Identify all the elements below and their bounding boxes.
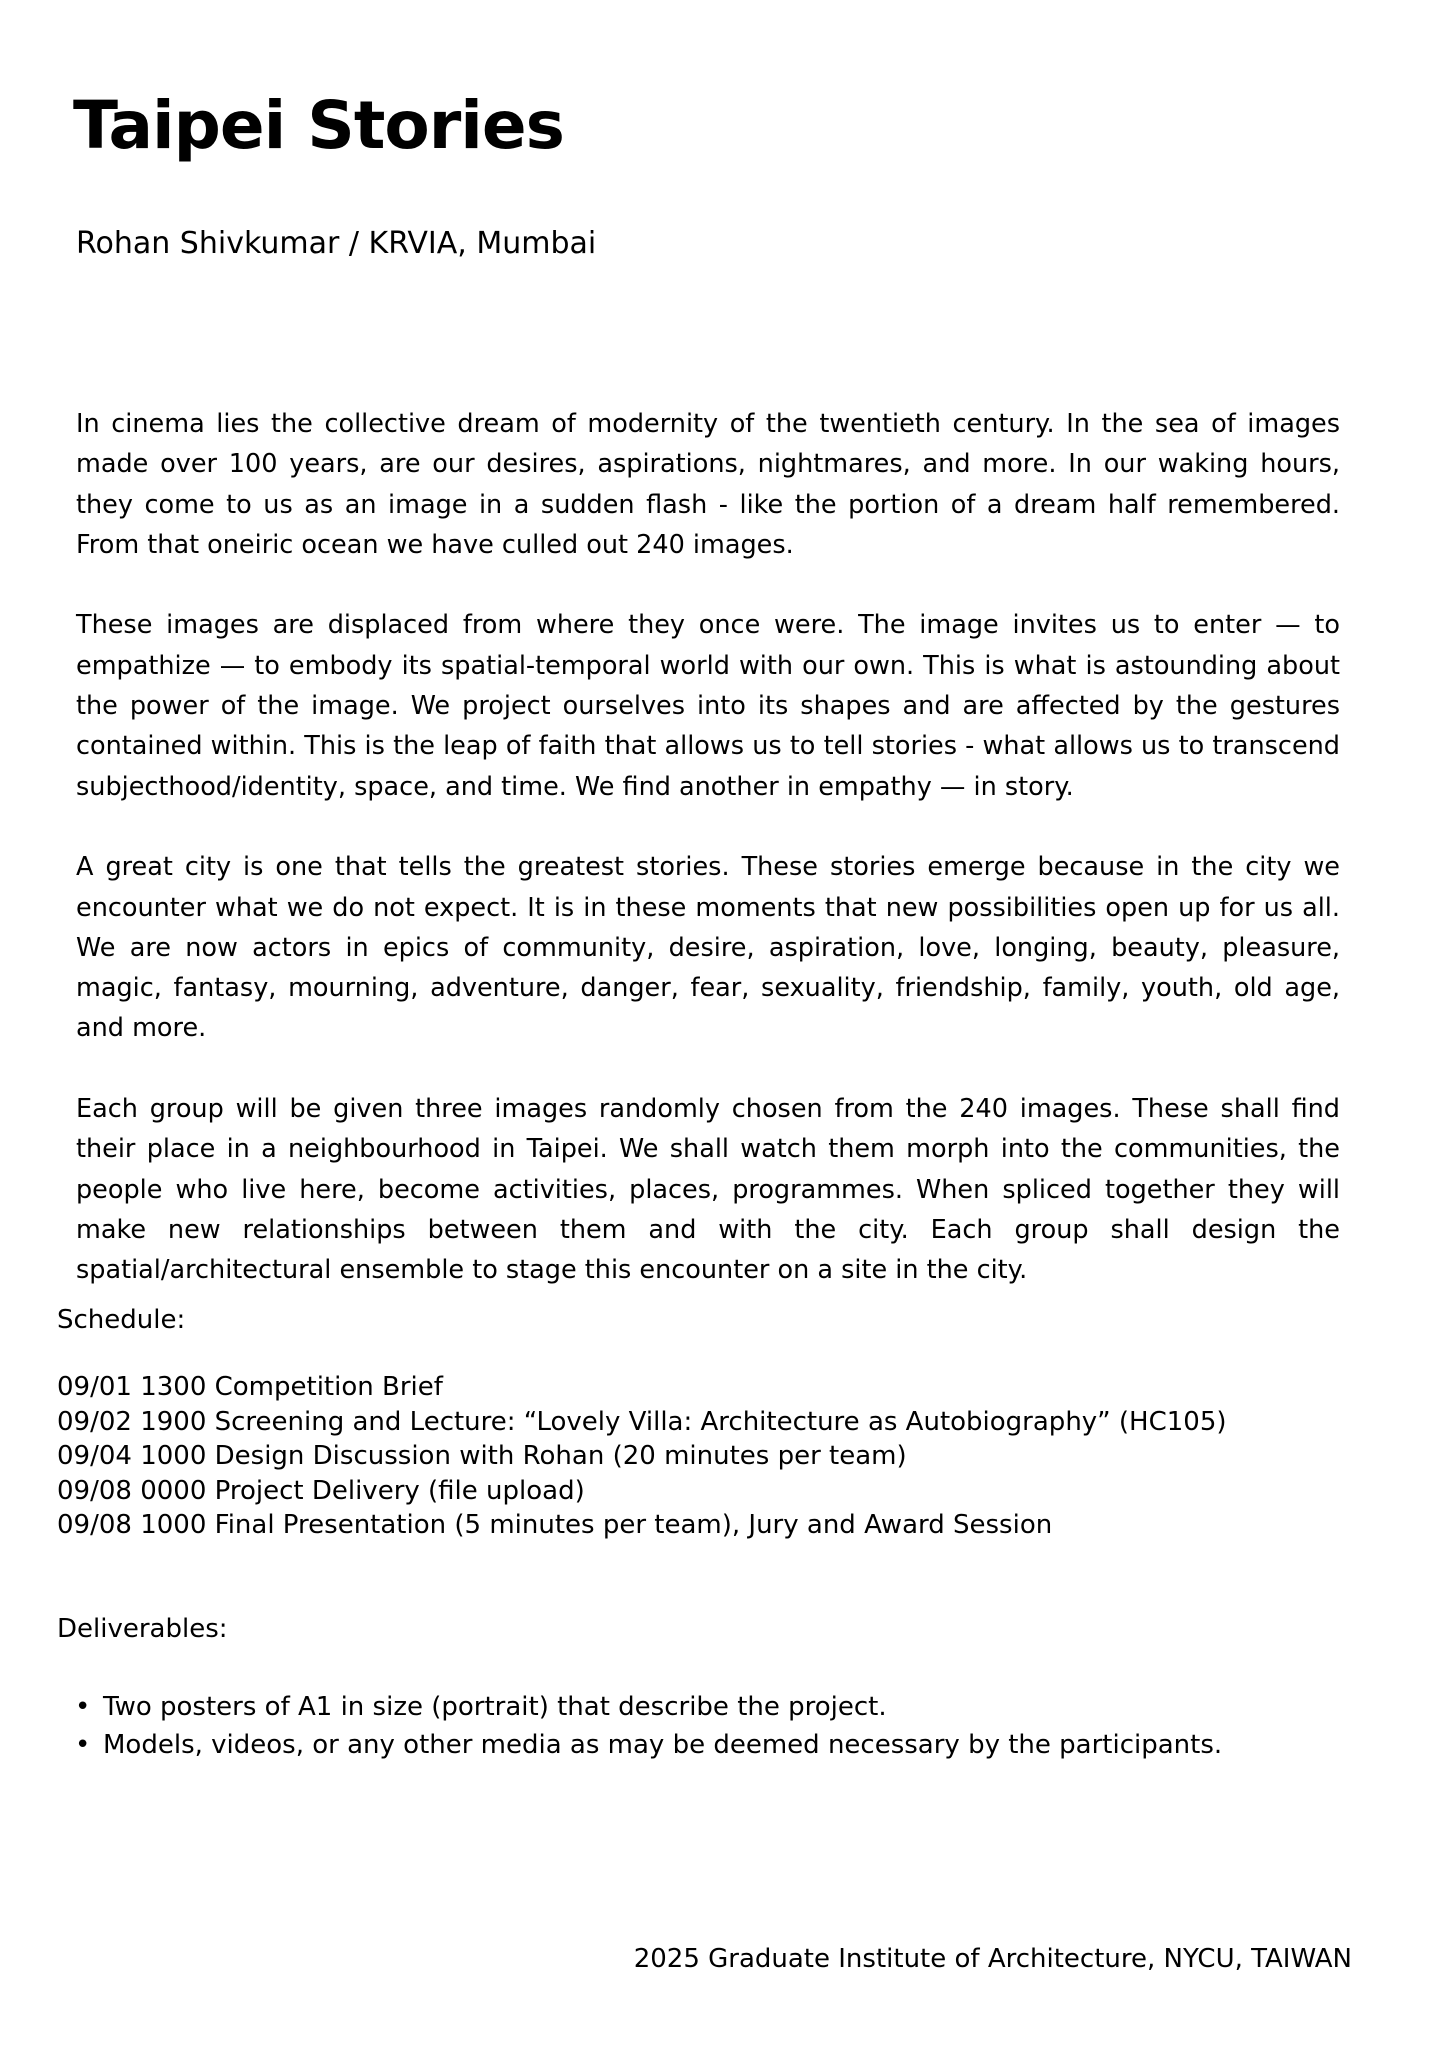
intro-text <box>76 404 1340 1331</box>
schedule-item: 09/08 0000 Project Delivery (file upload) <box>57 1475 585 1506</box>
deliverables-heading: Deliverables: <box>57 1614 228 1644</box>
intro-paragraph: In cinema lies the collective dream of modernity of the twentieth century. In the sea of images made over 100 years, are our desires, aspirations, nightmares, and more. In our waking hours, they come to us as an image in a sudden flash - like the portion of a dream half remembered. From that oneiric ocean we have culled out 240 images. <box>76 409 1340 560</box>
author-line: Rohan Shivkumar / KRVIA, Mumbai <box>76 226 597 261</box>
schedule-item: 09/04 1000 Design Discussion with Rohan (20 minutes per team) <box>57 1441 907 1471</box>
deliverables-list <box>73 1688 1222 1764</box>
deliverable-item <box>73 1688 1222 1726</box>
schedule-list <box>57 1370 1227 1543</box>
bullet-icon: • <box>75 1730 91 1760</box>
schedule-item: 09/01 1300 Competition Brief <box>57 1372 443 1402</box>
schedule-item: 09/02 1900 Screening and Lecture: “Lovely Villa: Architecture as Autobiography” (HC105) <box>57 1406 1227 1437</box>
page-title: Taipei Stories <box>73 87 564 164</box>
bullet-icon: • <box>75 1692 91 1722</box>
schedule-item: 09/08 1000 Final Presentation (5 minutes per team), Jury and Award Session <box>57 1510 1053 1540</box>
intro-paragraph: These images are displaced from where they once were. The image invites us to enter — to empathize — to embody its spatial-temporal world with our own. This is what is astounding about the power of the image. We project ourselves into its shapes and are affected by the gestures contained within. This is the leap of faith that allows us to tell stories - what allows us to transcend subjecthood/identity, space, and time. We find another in empathy — in story. <box>76 610 1340 802</box>
intro-paragraph: A great city is one that tells the greatest stories. These stories emerge because in the city we encounter what we do not expect. It is in these moments that new possibilities open up for us all. We are now actors in epics of community, desire, aspiration, love, longing, beauty, pleasure, magic, fantasy, mourning, adventure, danger, fear, sexuality, friendship, family, youth, old age, and more. <box>76 852 1340 1044</box>
footer-institution: 2025 Graduate Institute of Architecture, NYCU, TAIWAN <box>633 1944 1352 1974</box>
intro-paragraph: Each group will be given three images randomly chosen from the 240 images. These shall find their place in a neighbourhood in Taipei. We shall watch them morph into the communities, the people who live here, become activities, places, programmes. When spliced together they will make new relationships between them and with the city. Each group shall design the spatial/architectural ensemble to stage this encounter on a site in the city. <box>76 1094 1340 1286</box>
deliverable-item <box>73 1726 1222 1764</box>
schedule-heading: Schedule: <box>57 1305 186 1335</box>
deliverable-text: Models, videos, or any other media as may be deemed necessary by the participants. <box>103 1730 1223 1760</box>
deliverable-text: Two posters of A1 in size (portrait) that describe the project. <box>103 1692 887 1722</box>
